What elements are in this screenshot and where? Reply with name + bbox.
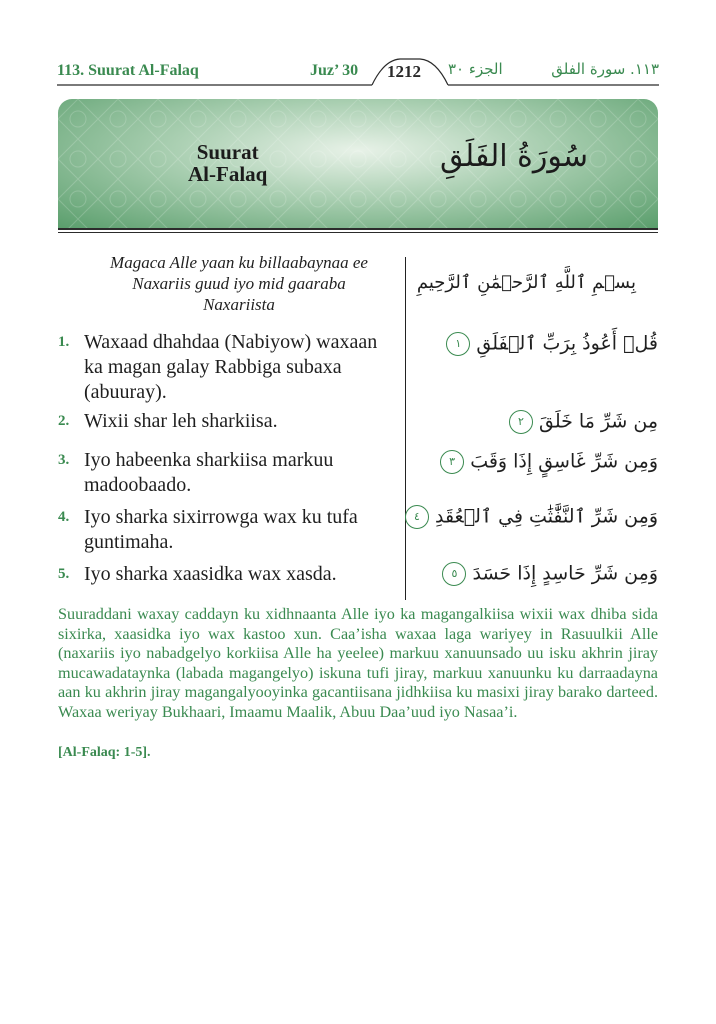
- ayah-end-marker: ٢: [509, 410, 533, 434]
- verse-number: 3.: [58, 452, 70, 468]
- ayah-arabic: [401, 505, 658, 529]
- verse-translation: [58, 448, 398, 498]
- reference: [Al-Falaq: 1-5].: [58, 745, 151, 760]
- verse-text: Iyo habeenka sharkiisa markuu madoobaado.: [84, 449, 334, 496]
- header-surah-arabic: ١١٣. سورة الفلق: [551, 60, 659, 78]
- ayah-end-marker: ١: [446, 332, 470, 356]
- verse-number: 1.: [58, 334, 70, 350]
- verse-number: 5.: [58, 566, 70, 582]
- verse-number: 2.: [58, 413, 70, 429]
- ayah-end-marker: ٤: [405, 505, 429, 529]
- ayah-arabic: [438, 562, 658, 586]
- verse-translation: [58, 505, 398, 555]
- header-surah-title: 113. Suurat Al-Falaq: [57, 62, 199, 79]
- banner-rule-thin: [58, 232, 658, 233]
- banner-title-line2: Al-Falaq: [188, 162, 268, 186]
- verse-translation: [58, 409, 398, 434]
- banner-title-arabic: سُورَةُ الفَلَقِ: [440, 139, 588, 174]
- verse-text: Iyo sharka xaasidka wax xasda.: [84, 563, 337, 585]
- header-juz-arabic: الجزء ٣٠: [448, 60, 503, 78]
- basmala-translation: Magaca Alle yaan ku billaabaynaa ee Naxariis guud iyo mid gaaraba Naxariista: [110, 253, 368, 314]
- ayah-text: وَمِن شَرِّ غَاسِقٍ إِذَا وَقَبَ: [470, 450, 658, 473]
- banner-title: [188, 141, 267, 185]
- ayah-arabic: [436, 450, 658, 474]
- ayah-arabic: [442, 332, 658, 356]
- verse-text: Waxaad dhahdaa (Nabiyow) waxaan ka magan galay Rabbiga subaxa (abuuray).: [84, 331, 378, 403]
- header-juz: Juz’ 30: [310, 62, 359, 79]
- ayah-text: وَمِن شَرِّ ٱلنَّفَّٰثَٰتِ فِي ٱلۡعُقَدِ: [434, 505, 658, 528]
- column-divider: [405, 257, 406, 600]
- ayah-text: قُلۡ أَعُوذُ بِرَبِّ ٱلۡفَلَقِ: [476, 332, 658, 355]
- ayah-end-marker: ٥: [442, 562, 466, 586]
- banner-title-line1: Suurat: [196, 140, 259, 164]
- commentary: Suuraddani waxay caddayn ku xidhnaanta Alle iyo ka magangalkiisa wixii wax dhiba sida sixirka, xaasidka iyo wax kastoo xun. Caa’isha waxaa laga wariyey in Rasuulkii Alle (naxariis iyo nabadgelyo korkiisa Alle ha yeelee) markuu xanuunsado uu isku akhrin jiray mucawadataynka (labada magangelyo) iskuna tufi jiray, markuu xanuunku ku darraadayna aan ku akhrin jiray magangalyooyinka gacantiisana jidhkiisa ku masixi jiray barako darteed. Waxaa weriyay Bukhaari, Imaamu Maalik, Abuu Daa’uud iyo Nasaa’i.: [58, 605, 658, 721]
- page-header: [0, 0, 716, 90]
- ayah-text: وَمِن شَرِّ حَاسِدٍ إِذَا حَسَدَ: [472, 562, 658, 585]
- verse-number: 4.: [58, 509, 70, 525]
- page-number: 1212: [387, 62, 421, 81]
- basmala-arabic: بِسۡمِ ٱللَّهِ ٱلرَّحۡمَٰنِ ٱلرَّحِيمِ: [416, 272, 636, 293]
- verse-text: Wixii shar leh sharkiisa.: [84, 410, 278, 432]
- ayah-arabic: [505, 410, 658, 434]
- verse-translation: [58, 562, 398, 587]
- verse-translation: [58, 330, 398, 405]
- banner-rule: [58, 228, 658, 230]
- surah-banner: [58, 99, 658, 228]
- ayah-end-marker: ٣: [440, 450, 464, 474]
- verse-text: Iyo sharka sixirrowga wax ku tufa guntimaha.: [84, 506, 358, 553]
- ayah-text: مِن شَرِّ مَا خَلَقَ: [538, 410, 658, 433]
